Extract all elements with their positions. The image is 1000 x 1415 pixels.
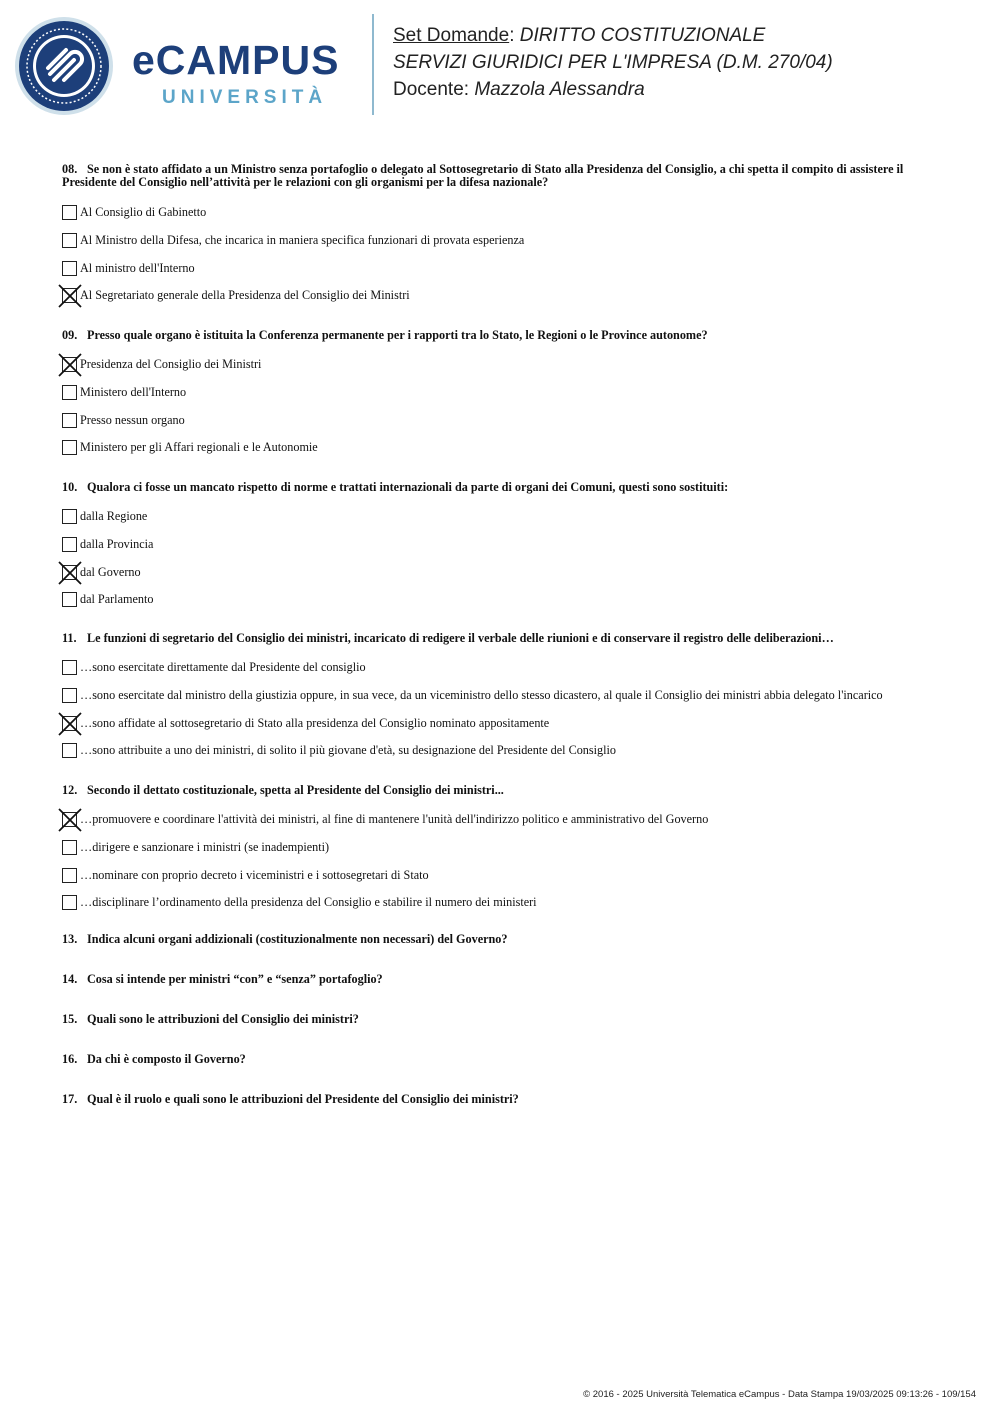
question-body: Se non è stato affidato a un Ministro senza portafoglio o delegato al Sottosegretario di Stato alla Presidenza del Consiglio, a chi spetta il compito di assistere il Presidente del Consiglio nell’attività per le relazioni con gli organismi per la difesa nazionale? <box>62 162 904 189</box>
option-label: …sono esercitate dal ministro della giustizia oppure, in sua vece, da un viceministro dello stesso dicastero, al quale il Consiglio dei ministri abbia delegato l'incarico <box>80 687 883 702</box>
question-text <box>62 163 942 189</box>
open-question <box>62 933 507 946</box>
question-number: 13. <box>62 932 78 946</box>
page-header <box>0 0 1000 130</box>
question-block <box>62 328 942 455</box>
question-body: Le funzioni di segretario del Consiglio dei ministri, incaricato di redigere il verbale delle riunioni e di conservare il registro delle deliberazioni… <box>87 631 834 645</box>
page-footer: © 2016 - 2025 Università Telematica eCampus - Data Stampa 19/03/2025 09:13:26 - 109/154 <box>583 1389 976 1400</box>
question-text <box>62 329 942 342</box>
option-label: dal Parlamento <box>80 592 154 607</box>
question-number: 08. <box>62 162 78 176</box>
question-body: Indica alcuni organi addizionali (costituzionalmente non necessari) del Governo? <box>87 932 508 946</box>
option-label: Presidenza del Consiglio dei Ministri <box>80 357 262 371</box>
open-question <box>62 973 383 986</box>
question-text <box>62 632 942 645</box>
set-line <box>393 22 833 49</box>
checkbox <box>62 509 77 524</box>
option-label: Al Consiglio di Gabinetto <box>80 205 207 219</box>
question-block <box>62 162 942 303</box>
option-label: Al Segretariato generale della Presidenza del Consiglio dei Ministri <box>80 288 410 303</box>
option-label: …sono attribuite a uno dei ministri, di solito il più giovane d'età, su designazione del Presidente del Consiglio <box>80 743 616 758</box>
checkbox <box>62 660 77 675</box>
set-separator: : <box>509 25 515 46</box>
question-text <box>62 481 942 494</box>
question-number: 09. <box>62 328 78 342</box>
checkbox <box>62 440 77 455</box>
question-number: 11. <box>62 631 77 645</box>
question-number: 16. <box>62 1052 78 1066</box>
option-label: …dirigere e sanzionare i ministri (se inadempienti) <box>80 839 330 854</box>
docente-line <box>393 76 833 103</box>
option-label: dalla Provincia <box>80 536 154 551</box>
option-label: Presso nessun organo <box>80 412 185 427</box>
checkbox <box>62 261 77 276</box>
brand-subtitle: UNIVERSITÀ <box>162 87 328 108</box>
question-body: Cosa si intende per ministri “con” e “senza” portafoglio? <box>87 972 383 986</box>
option-label: Al Ministro della Difesa, che incarica in maniera specifica funzionari di provata esperienza <box>80 232 525 247</box>
question-number: 15. <box>62 1012 78 1026</box>
ecampus-seal-logo <box>14 16 114 116</box>
question-number: 12. <box>62 783 78 797</box>
open-question <box>62 1093 519 1106</box>
option-label: …sono esercitate direttamente dal Presidente del consiglio <box>80 660 366 674</box>
brand-name: eCAMPUS <box>132 37 340 83</box>
checkbox <box>62 413 77 428</box>
option-label: …disciplinare l’ordinamento della presidenza del Consiglio e stabilire il numero dei ministeri <box>80 895 537 910</box>
question-body: Qual è il ruolo e quali sono le attribuzioni del Presidente del Consiglio dei ministri? <box>87 1092 519 1106</box>
checkbox <box>62 205 77 220</box>
checkbox <box>62 868 77 883</box>
question-number: 10. <box>62 480 78 494</box>
option-label: Al ministro dell'Interno <box>80 260 195 275</box>
open-question <box>62 1053 246 1066</box>
checked-checkbox <box>62 357 77 372</box>
question-body: Da chi è composto il Governo? <box>87 1052 246 1066</box>
option-label: dal Governo <box>80 564 141 579</box>
option-label: Ministero dell'Interno <box>80 384 187 399</box>
checkbox <box>62 840 77 855</box>
question-body: Qualora ci fosse un mancato rispetto di norme e trattati internazionali da parte di organi dei Comuni, questi sono sostituiti: <box>87 480 729 494</box>
checked-checkbox <box>62 812 77 827</box>
question-body: Presso quale organo è istituita la Conferenza permanente per i rapporti tra lo Stato, le Regioni o le Province autonome? <box>87 328 708 342</box>
question-block <box>62 480 942 607</box>
question-block <box>62 631 942 758</box>
checked-checkbox <box>62 565 77 580</box>
checkbox <box>62 385 77 400</box>
ecampus-wordmark <box>132 36 357 116</box>
question-body: Secondo il dettato costituzionale, spetta al Presidente del Consiglio dei ministri... <box>87 783 504 797</box>
set-label: Set Domande <box>393 25 510 46</box>
checkbox <box>62 233 77 248</box>
checkbox <box>62 688 77 703</box>
question-body: Quali sono le attribuzioni del Consiglio dei ministri? <box>87 1012 359 1026</box>
question-number: 17. <box>62 1092 78 1106</box>
question-block <box>62 783 942 910</box>
checkbox <box>62 537 77 552</box>
course-title: DIRITTO COSTITUZIONALE <box>519 25 766 46</box>
header-info <box>393 22 833 103</box>
program-title: SERVIZI GIURIDICI PER L'IMPRESA (D.M. 270/04) <box>393 52 833 73</box>
docente-label: Docente: <box>393 79 470 100</box>
checked-checkbox <box>62 716 77 731</box>
docente-name: Mazzola Alessandra <box>474 79 645 100</box>
option-label: …promuovere e coordinare l'attività dei ministri, al fine di mantenere l'unità dell'indirizzo politico e amministrativo del Governo <box>80 812 709 826</box>
checked-checkbox <box>62 288 77 303</box>
question-text <box>62 784 942 797</box>
open-question <box>62 1013 359 1026</box>
header-divider <box>372 14 374 115</box>
option-label: dalla Regione <box>80 509 148 523</box>
option-label: …sono affidate al sottosegretario di Stato alla presidenza del Consiglio nominato appositamente <box>80 715 550 730</box>
checkbox <box>62 743 77 758</box>
option-label: …nominare con proprio decreto i viceministri e i sottosegretari di Stato <box>80 867 429 882</box>
option-label: Ministero per gli Affari regionali e le Autonomie <box>80 440 318 455</box>
checkbox <box>62 592 77 607</box>
checkbox <box>62 895 77 910</box>
question-number: 14. <box>62 972 78 986</box>
